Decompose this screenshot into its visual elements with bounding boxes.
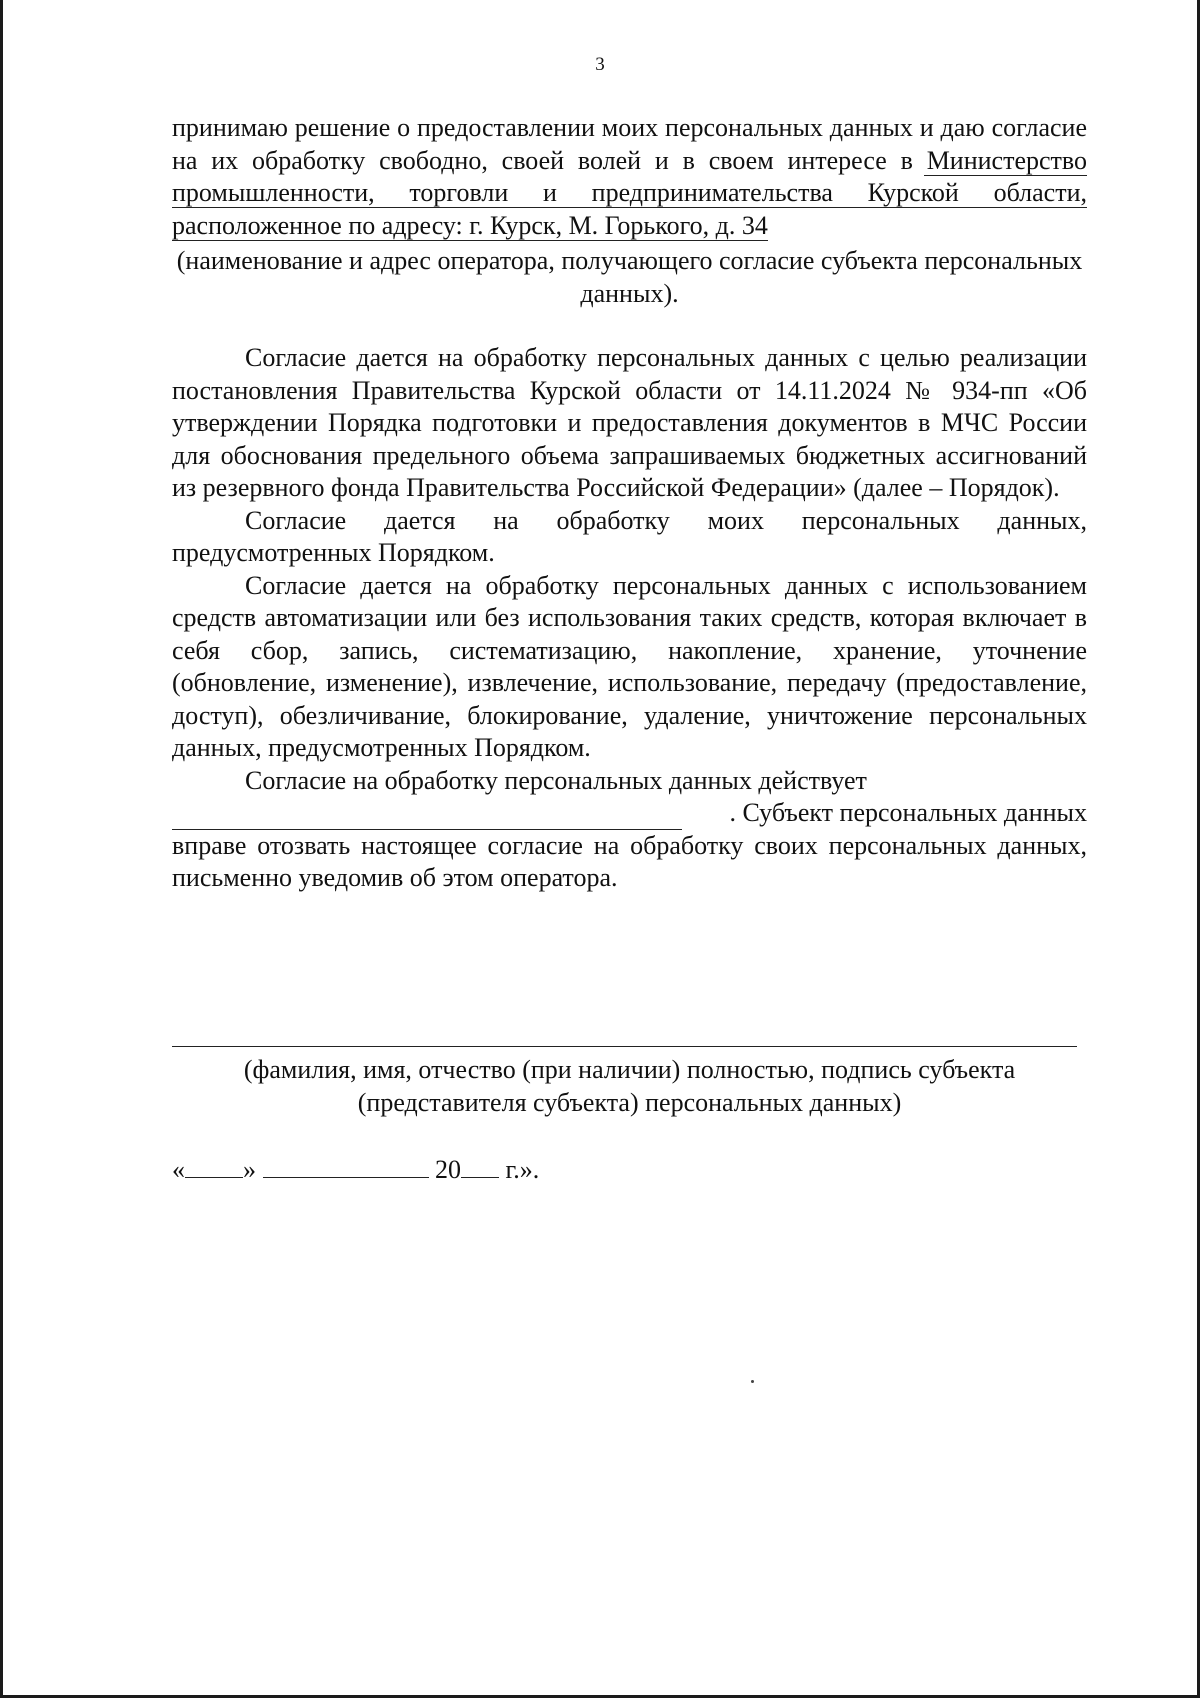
page-number: 3 xyxy=(595,54,605,75)
date-day-blank[interactable] xyxy=(185,1155,243,1178)
date-month-blank[interactable] xyxy=(263,1155,429,1178)
intro-text xyxy=(172,112,1087,242)
scan-speck xyxy=(751,1380,754,1383)
paragraph-processing: Согласие дается на обработку персональных данных с использованием средств автоматизации или без использования таких средств, которая включает в себя сбор, запись, систематизацию, накопление, хранение, уточнение (обновление, изменение), извлечение, использование, передачу (предоставление, доступ), обезличивание, блокирование, удаление, уничтожение персональных данных, предусмотренных Порядком. xyxy=(172,570,1087,762)
validity-line xyxy=(172,797,1087,830)
scan-edge-left xyxy=(0,0,3,1698)
section-gap xyxy=(172,310,1087,342)
date-suffix: г.». xyxy=(505,1155,540,1184)
date-open-quote: « xyxy=(172,1155,185,1184)
signature-caption: (фамилия, имя, отчество (при наличии) полностью, подпись субъекта (представителя субъекта) персональных данных) xyxy=(243,1055,1016,1117)
validity-lead: Согласие на обработку персональных данных действует xyxy=(245,765,867,795)
paragraph-scope: Согласие дается на обработку моих персональных данных, предусмотренных Порядком. xyxy=(172,505,1087,567)
date-close-quote: » xyxy=(243,1155,256,1184)
signature-line[interactable] xyxy=(172,1046,1077,1047)
date-year-blank[interactable] xyxy=(461,1155,499,1178)
date-century: 20 xyxy=(435,1155,461,1184)
validity-period-blank[interactable] xyxy=(172,805,682,830)
validity-rest: вправе отозвать настоящее согласие на обработку своих персональных данных, письменно уведомив об этом оператора. xyxy=(172,830,1087,892)
document-body xyxy=(172,112,1087,895)
date-line xyxy=(172,1154,539,1186)
intro-lead: принимаю решение о предоставлении моих персональных данных и даю согласие на их обработку свободно, своей волей и в своем интересе в xyxy=(172,113,1087,175)
operator-name-address: Министерство промышленности, торговли и предпринимательства Курской области, расположенное по адресу: г. Курск, М. Горького, д. 34 xyxy=(172,145,1087,240)
validity-after-blank: . Субъект персональных данных xyxy=(729,798,1087,827)
paragraph-purpose: Согласие дается на обработку персональных данных с целью реализации постановления Правительства Курской области от 14.11.2024 № 934-пп «Об утверждении Порядка подготовки и предоставления документов в МЧС России для обоснования предельного объема запрашиваемых бюджетных ассигнований из резервного фонда Правительства Российской Федерации» (далее – Порядок). xyxy=(172,343,1087,502)
operator-caption: (наименование и адрес оператора, получающего согласие субъекта персональных данных). xyxy=(176,246,1083,308)
